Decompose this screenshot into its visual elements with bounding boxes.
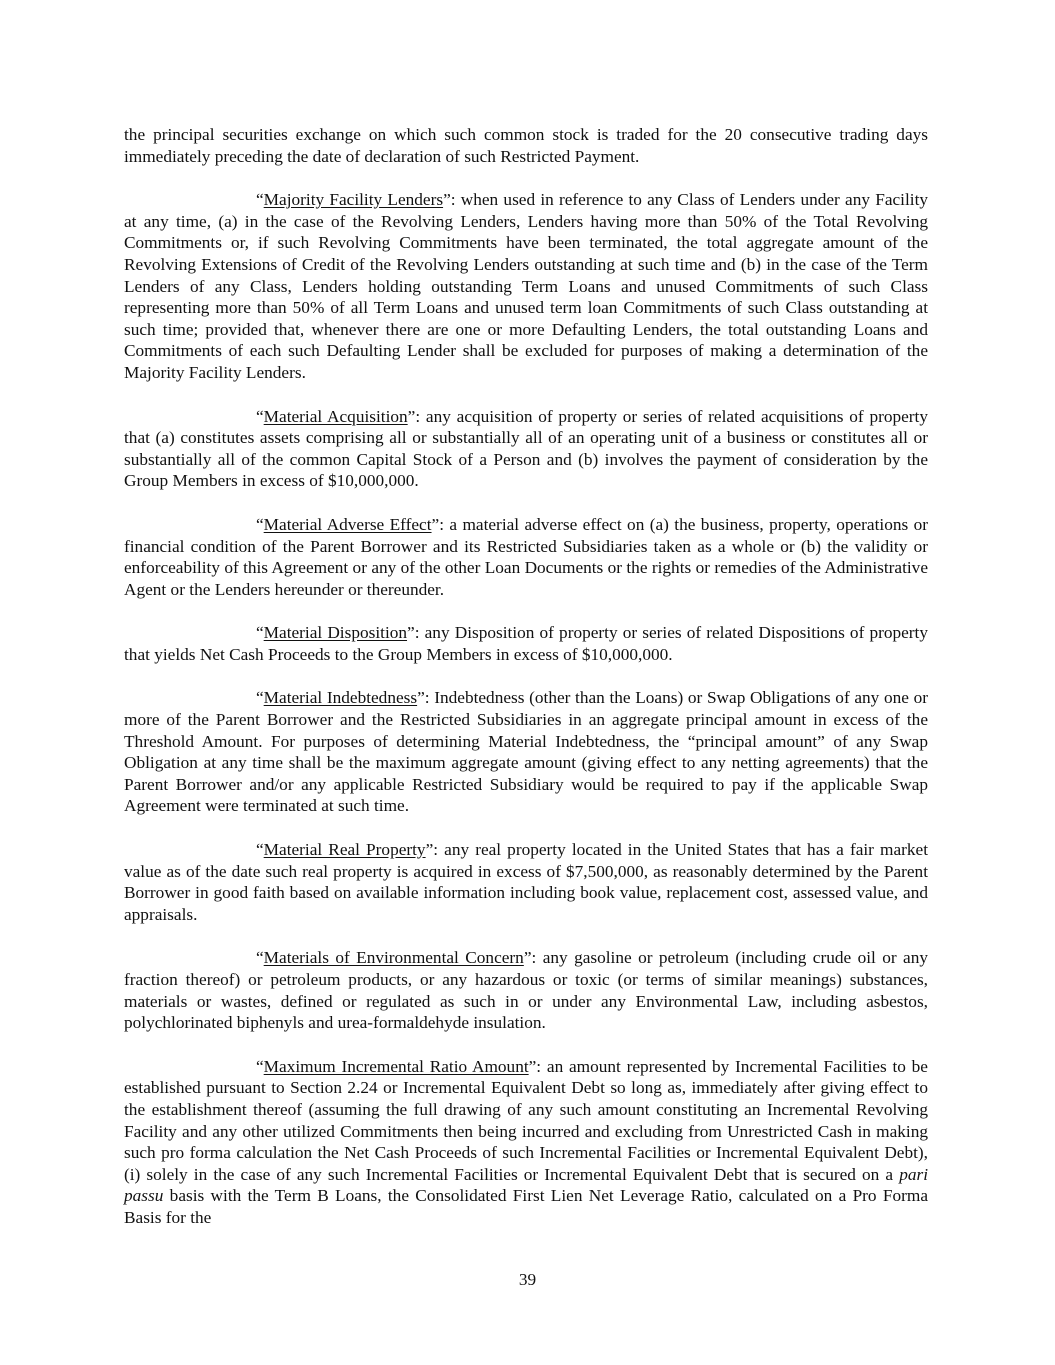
definition-majority-facility-lenders <box>124 189 928 383</box>
definition-materials-of-environmental-concern <box>124 947 928 1033</box>
italic-phrase: pari passu <box>124 1164 928 1206</box>
close-quote: ”: <box>523 948 537 968</box>
definition-body: when used in reference to any Class of Lenders under any Facility at any time, (a) in the case of the Revolving Lenders, Lenders having more than 50% of the Total Revolving Commitments or, if such Revolving Commitments have been terminated, the total aggregate amount of the Revolving Extensions of Credit of the Revolving Lenders outstanding at such time and (b) in the case of the Term Lenders of any Class, Lenders holding outstanding Term Loans and unused Commitments of such Class representing more than 50% of all Term Loans and unused term loan Commitments of such Class outstanding at such time; provided that, whenever there are one or more Defaulting Lenders, the total outstanding Loans and Commitments of each such Defaulting Lender shall be excluded for purposes of making a determination of the Majority Facility Lenders. <box>124 190 929 382</box>
document-page <box>124 124 928 1251</box>
defined-term: Majority Facility Lenders <box>263 190 444 210</box>
open-quote: “ <box>256 406 264 426</box>
defined-term: Materials of Environmental Concern <box>263 948 524 968</box>
definition-material-indebtedness <box>124 687 928 817</box>
definition-material-real-property <box>124 839 928 925</box>
open-quote: “ <box>256 840 264 860</box>
definition-body: any Disposition of property or series of related Dispositions of property that yields Net Cash Proceeds to the Group Members in excess of $10,000,000. <box>124 623 928 664</box>
definition-material-adverse-effect <box>124 514 928 600</box>
open-quote: “ <box>256 1056 264 1076</box>
defined-term: Material Acquisition <box>263 406 408 426</box>
definition-body: any acquisition of property or series of related acquisitions of property that (a) constitutes assets comprising all or substantially all of an operating unit of a business or constitutes all or substantially all of the common Capital Stock of a Person and (b) involves the payment of consideration by the Group Members in excess of $10,000,000. <box>124 406 928 491</box>
defined-term: Material Adverse Effect <box>263 514 432 534</box>
open-quote: “ <box>256 623 264 643</box>
definition-material-disposition <box>124 622 928 665</box>
close-quote: ”: <box>407 406 421 426</box>
defined-term: Material Real Property <box>263 840 426 860</box>
open-quote: “ <box>256 514 264 534</box>
page-number: 39 <box>518 1270 537 1289</box>
definition-body: Indebtedness (other than the Loans) or Swap Obligations of any one or more of the Parent Borrower and the Restricted Subsidiaries in an aggregate principal amount in excess of the Threshold Amount. For purposes of determining Material Indebtedness, the “principal amount” of any Swap Obligation at any time shall be the maximum aggregate amount (giving effect to any netting agreements) that the Parent Borrower and/or any applicable Restricted Subsidiary would be required to pay if the applicable Swap Agreement were terminated at such time. <box>124 688 928 816</box>
defined-term: Material Indebtedness <box>263 688 418 708</box>
close-quote: ”: <box>417 688 430 708</box>
definition-body: any real property located in the United States that has a fair market value as of the date such real property is acquired in excess of $7,500,000, as reasonably determined by the Parent Borrower in good faith based on available information including book value, replacement cost, assessed value, and appraisals. <box>124 840 928 924</box>
defined-term: Maximum Incremental Ratio Amount <box>263 1056 529 1076</box>
defined-term: Material Disposition <box>263 623 408 643</box>
definition-body: an amount represented by Incremental Facilities to be established pursuant to Section 2.24 or Incremental Equivalent Debt so long as, immediately after giving effect to the establishment thereof (assuming the full drawing of any such amount constituting an Incremental Revolving Facility and any other utilized Commitments then being incurred and excluding from Unrestricted Cash in making such pro forma calculation the Net Cash Proceeds of such Incremental Facilities or Incremental Equivalent Debt), (i) solely in the case of any such Incremental Facilities or Incremental Equivalent Debt that is secured on a <box>124 1056 928 1184</box>
close-quote: ”: <box>528 1056 542 1076</box>
continuation-paragraph: the principal securities exchange on which such common stock is traded for the 20 consecutive trading days immediately preceding the date of declaration of such Restricted Payment. <box>124 125 928 166</box>
close-quote: ”: <box>425 840 439 860</box>
definition-body: a material adverse effect on (a) the business, property, operations or financial condition of the Parent Borrower and its Restricted Subsidiaries taken as a whole or (b) the validity or enforceability of this Agreement or any of the other Loan Documents or the rights or remedies of the Administrative Agent or the Lenders hereunder or thereunder. <box>124 514 929 599</box>
open-quote: “ <box>256 190 264 210</box>
definition-maximum-incremental-ratio-amount <box>124 1056 928 1229</box>
open-quote: “ <box>256 688 264 708</box>
close-quote: ”: <box>431 514 445 534</box>
definition-material-acquisition <box>124 406 928 492</box>
definition-body: any gasoline or petroleum (including crude oil or any fraction thereof) or petroleum products, or any hazardous or toxic (or terms of similar meanings) substances, materials or wastes, defined or regulated as such in or under any Environmental Law, including asbestos, polychlorinated biphenyls and urea-formaldehyde insulation. <box>124 948 928 1033</box>
close-quote: ”: <box>443 190 456 210</box>
close-quote: ”: <box>407 623 420 643</box>
definition-body-continued: basis with the Term B Loans, the Consolidated First Lien Net Leverage Ratio, calculated on a Pro Forma Basis for the <box>124 1186 928 1227</box>
open-quote: “ <box>256 948 264 968</box>
